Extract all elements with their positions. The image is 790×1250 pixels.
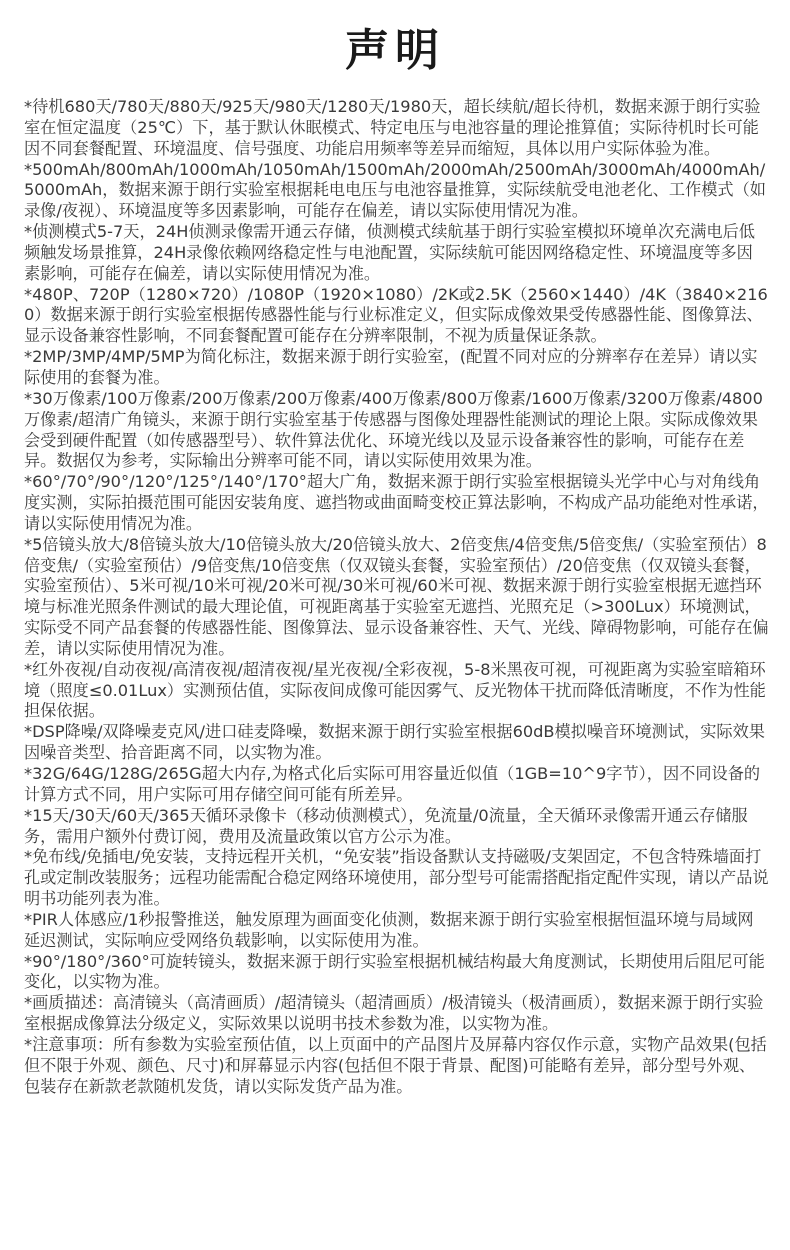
note-megapixel-label: *2MP/3MP/4MP/5MP为简化标注，数据来源于朗行实验室，(配置不同对应的分辨率存在差异）请以实际使用的套餐为准。 [24, 347, 758, 387]
note-resolution: *480P、720P（1280×720）/1080P（1920×1080）/2K或2.5K（2560×1440）/4K（3840×2160）数据来源于朗行实验室根据传感器性能与行业标准定义，但实际成像效果受传感器性能、图像算法、显示设备兼容性影响，不同套餐配置可能存在分辨率限制，不视为质量保证条款。 [24, 284, 768, 346]
note-detection-mode: *侦测模式5-7天，24H侦测录像需开通云存储，侦测模式续航基于朗行实验室模拟环境单次充满电后低频触发场景推算，24H录像依赖网络稳定性与电池配置，实际续航可能因网络稳定性、环境温度等多因素影响，可能存在偏差，请以实际使用情况为准。 [24, 222, 755, 283]
note-pir-alarm: *PIR人体感应/1秒报警推送，触发原理为画面变化侦测，数据来源于朗行实验室根据恒温环境与局域网延迟测试，实际响应受网络负载影响，以实际使用为准。 [24, 909, 754, 950]
note-precautions: *注意事项：所有参数为实验室预估值，以上页面中的产品图片及屏幕内容仅作示意，实物产品效果(包括但不限于外观、颜色、尺寸)和屏幕显示内容(包括但不限于背景、配图)可能略有差异，部分型号外观、包装存在新款老款随机发货，请以实际发货产品为准。 [24, 1034, 767, 1096]
note-wide-angle: *60°/70°/90°/120°/125°/140°/170°超大广角，数据来源于朗行实验室根据镜头光学中心与对角线角度实测，实际拍摄范围可能因安装角度、遮挡物或曲面畸变校正算法影响，不构成产品功能绝对性承诺，请以实际使用情况为准。 [24, 472, 769, 533]
note-installation: *免布线/免插电/免安装，支持远程开关机，“免安装”指设备默认支持磁吸/支架固定，不包含特殊墙面打孔或定制改装服务；远程功能需配合稳定网络环境使用，部分型号可能需搭配指定配件实现，请以产品说明书功能列表为准。 [24, 847, 769, 909]
note-standby-days: *待机680天/780天/880天/925天/980天/1280天/1980天，超长续航/超长待机，数据来源于朗行实验室在恒定温度（25℃）下，基于默认休眠模式、特定电压与电池容量的理论推算值；实际待机时长可能因不同套餐配置、环境温度、信号强度、功能启用频率等差异而缩短，具体以用户实际体验为准。 [24, 97, 761, 158]
note-storage: *32G/64G/128G/265G超大内存,为格式化后实际可用容量近似值（1GB=10^9字节），因不同设备的计算方式不同，用户实际可用存储空间可能有所差异。 [24, 764, 761, 804]
note-noise-reduction: *DSP降噪/双降噪麦克风/进口硅麦降噪，数据来源于朗行实验室根据60dB模拟噪音环境测试，实际效果因噪音类型、拾音距离不同，以实物为准。 [24, 722, 765, 763]
note-loop-recording: *15天/30天/60天/365天循环录像卡（移动侦测模式），免流量/0流量，全天循环录像需开通云存储服务，需用户额外付费订阅，费用及流量政策以官方公示为准。 [24, 805, 748, 846]
note-rotation: *90°/180°/360°可旋转镜头，数据来源于朗行实验室根据机械结构最大角度测试，长期使用后阻尼可能变化，以实物为准。 [24, 951, 765, 992]
note-image-quality: *画质描述：高清镜头（高清画质）/超清镜头（超清画质）/极清镜头（极清画质），数据来源于朗行实验室根据成像算法分级定义，实际效果以说明书技术参数为准，以实物为准。 [24, 993, 764, 1034]
note-zoom-distance: *5倍镜头放大/8倍镜头放大/10倍镜头放大/20倍镜头放大、2倍变焦/4倍变焦/5倍变焦/（实验室预估）8倍变焦/（实验室预估）/9倍变焦/10倍变焦（仅双镜头套餐，实验室预估）/20倍变焦（仅双镜头套餐，实验室预估）、5米可视/10米可视/20米可视/30米可视/60米可视、数据来源于朗行实验室根据无遮挡环境与标准光照条件测试的最大理论值，可视距离基于实验室无遮挡、光照充足（>300Lux）环境测试，实际受不同产品套餐的传感器性能、图像算法、显示设备兼容性、天气、光线、障碍物影响，可能存在偏差，请以实际使用情况为准。 [24, 534, 769, 658]
note-night-vision: *红外夜视/自动夜视/高清夜视/超清夜视/星光夜视/全彩夜视，5-8米黑夜可视，可视距离为实验室暗箱环境（照度≤0.01Lux）实测预估值，实际夜间成像可能因雾气、反光物体干扰而降低清晰度，不作为性能担保依据。 [24, 659, 766, 721]
note-pixels: *30万像素/100万像素/200万像素/200万像素/400万像素/800万像素/1600万像素/3200万像素/4800万像素/超清广角镜头，来源于朗行实验室基于传感器与图像处理器性能测试的理论上限。实际成像效果会受到硬件配置（如传感器型号）、软件算法优化、环境光线以及显示设备兼容性的影响，可能存在差异。数据仅为参考，实际输出分辨率可能不同，请以实际使用效果为准。 [24, 388, 763, 471]
note-battery-capacity: *500mAh/800mAh/1000mAh/1050mAh/1500mAh/2000mAh/2500mAh/3000mAh/4000mAh/5000mAh，数据来源于朗行实验室根据耗电电压与电池容量推算，实际续航受电池老化、工作模式（如录像/夜视）、环境温度等多因素影响，可能存在偏差，请以实际使用情况为准。 [24, 159, 766, 221]
statement-body [24, 97, 769, 1098]
page-title: 声明 [345, 25, 445, 76]
